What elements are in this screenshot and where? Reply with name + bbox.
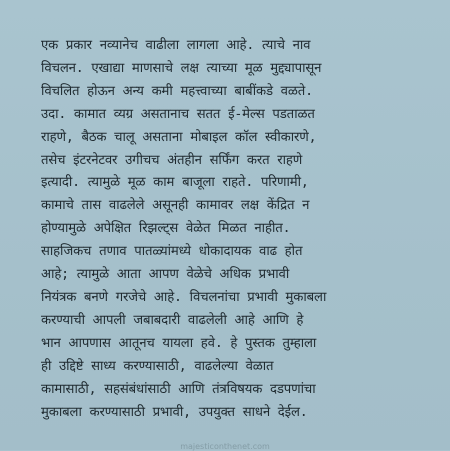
blurb-line: इत्यादी. त्यामुळे मूळ काम बाजूला राहते. परिणामी, xyxy=(41,175,309,191)
blurb-line: राहणे, बैठक चालू असताना मोबाइल कॉल स्वीकारणे, xyxy=(41,129,317,145)
blurb-line: आहे; त्यामुळे आता आपण वेळेचे अधिक प्रभावी xyxy=(41,267,290,283)
blurb-line: कामासाठी, सहसंबंधांसाठी आणि तंत्रविषयक दडपणांचा xyxy=(41,381,316,397)
blurb-line: करण्याची आपली जबाबदारी वाढलेली आहे आणि हे xyxy=(41,312,304,328)
blurb-line: उदा. कामात व्यग्र असतानाच सतत ई-मेल्स पडताळत xyxy=(41,106,315,122)
watermark: majesticonthenet.com xyxy=(180,442,270,451)
blurb-text xyxy=(41,35,441,424)
blurb-line: विचलित होऊन अन्य कमी महत्त्वाच्या बाबींकडे वळते. xyxy=(41,83,313,99)
blurb-line: मुकाबला करण्यासाठी प्रभावी, उपयुक्त साधने देईल. xyxy=(41,404,308,420)
blurb-line: विचलन. एखाद्या माणसाचे लक्ष त्याच्या मूळ मुद्द्यापासून xyxy=(41,60,322,76)
blurb-line: कामाचे तास वाढलेले असूनही कामावर लक्ष केंद्रित न xyxy=(41,198,310,214)
blurb-line: ही उद्दिष्टे साध्य करण्यासाठी, वाढलेल्या वेळात xyxy=(41,358,274,374)
blurb-line: नियंत्रक बनणे गरजेचे आहे. विचलनांचा प्रभावी मुकाबला xyxy=(41,289,327,305)
blurb-line: भान आपणास आतूनच यायला हवे. हे पुस्तक तुम्हाला xyxy=(41,335,317,351)
blurb-line: तसेच इंटरनेटवर उगीचच अंतहीन सर्फिंग करत राहणे xyxy=(41,152,303,168)
blurb-line: होण्यामुळे अपेक्षित रिझल्ट्स वेळेत मिळत नाहीत. xyxy=(41,221,291,237)
blurb-line: साहजिकच तणाव पातळ्यांमध्ये धोकादायक वाढ होत xyxy=(41,244,303,260)
blurb-line: एक प्रकार नव्यानेच वाढीला लागला आहे. त्याचे नाव xyxy=(41,38,311,53)
